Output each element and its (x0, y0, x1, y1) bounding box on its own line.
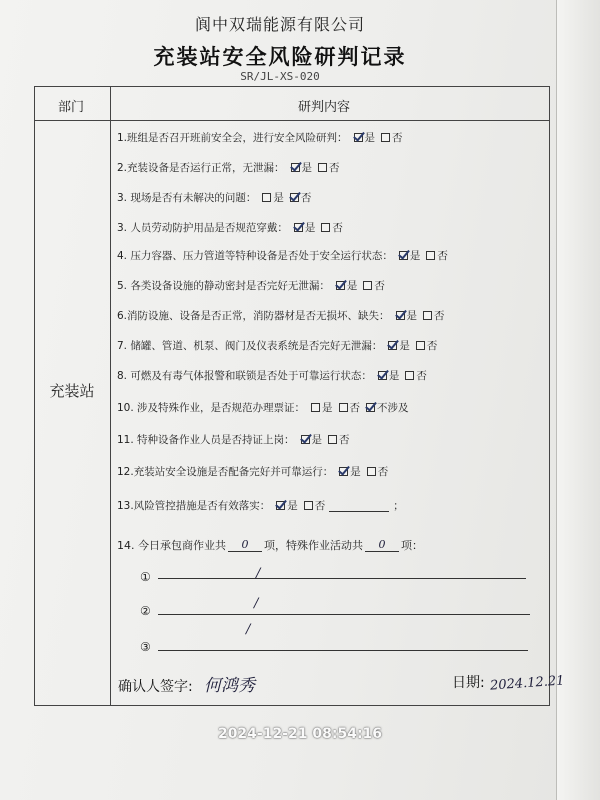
checkbox-label: 是 (287, 500, 298, 512)
unchecked-box-icon[interactable] (363, 281, 372, 290)
checkbox-option[interactable] (354, 130, 376, 145)
checkbox-label: 是 (322, 402, 333, 414)
checked-box-icon[interactable] (276, 501, 285, 510)
checkbox-option[interactable] (426, 248, 448, 263)
checklist-item (117, 432, 350, 447)
checkbox-option[interactable] (405, 368, 427, 383)
checklist-item-text: 8. 可燃及有毒气体报警和联锁是否处于可靠运行状态： (117, 370, 372, 382)
unchecked-box-icon[interactable] (367, 467, 376, 476)
unchecked-box-icon[interactable] (381, 133, 390, 142)
checked-box-icon[interactable] (388, 341, 397, 350)
checkbox-label: 是 (304, 222, 316, 234)
checked-box-icon[interactable] (399, 251, 408, 260)
checked-box-icon[interactable] (378, 371, 387, 380)
checkbox-option[interactable] (367, 464, 389, 479)
checkbox-option[interactable] (339, 400, 361, 415)
checked-box-icon[interactable] (336, 281, 345, 290)
checkbox-option[interactable] (328, 432, 350, 447)
checklist-item-text: 3. 现场是否有未解决的问题： (117, 192, 257, 204)
checkbox-option[interactable] (301, 432, 323, 447)
checkbox-option[interactable] (311, 400, 333, 415)
checkbox-option[interactable] (339, 464, 361, 479)
unchecked-box-icon[interactable] (405, 371, 414, 380)
item-14-middle: 项，特殊作业活动共 (264, 539, 363, 552)
checkbox-option[interactable] (290, 190, 312, 205)
checked-box-icon[interactable] (366, 403, 375, 412)
unchecked-box-icon[interactable] (423, 311, 432, 320)
document-title: 充装站安全风险研判记录 (153, 45, 407, 69)
checked-box-icon[interactable] (339, 467, 348, 476)
checklist-item (117, 338, 437, 353)
checkbox-label: 否 (300, 192, 312, 204)
checkbox-label: 否 (392, 132, 403, 144)
checkbox-option[interactable] (363, 278, 385, 293)
blank-field[interactable] (329, 499, 389, 512)
checkbox-option[interactable] (378, 368, 400, 383)
checkbox-label: 否 (434, 310, 445, 322)
checkbox-option[interactable] (321, 220, 343, 235)
checklist-item-text: 1.班组是否召开班前安全会，进行安全风险研判： (117, 132, 348, 144)
department-cell: 充装站 (49, 382, 95, 400)
checklist-item (117, 278, 385, 293)
checklist-item-text: 2.充装设备是否运行正常，无泄漏： (117, 162, 285, 174)
checkbox-option[interactable] (336, 278, 358, 293)
checkbox-label: 否 (349, 402, 361, 414)
checkbox-label: 否 (374, 280, 385, 292)
work-line-rule-2 (158, 614, 530, 615)
unchecked-box-icon[interactable] (416, 341, 425, 350)
photo-timestamp: 2024-12-21 08:54:16 (217, 726, 383, 742)
checkbox-option[interactable] (291, 160, 313, 175)
checklist-item-text: 10. 涉及特殊作业，是否规范办理票证： (117, 402, 306, 414)
unchecked-box-icon[interactable] (318, 163, 327, 172)
checked-box-icon[interactable] (301, 435, 310, 444)
checkbox-label: 是 (273, 192, 284, 204)
unchecked-box-icon[interactable] (321, 223, 330, 232)
signature[interactable]: 何鸿秀 (204, 676, 255, 696)
item-14-prefix: 14. 今日承包商作业共 (117, 539, 226, 552)
checklist-item (117, 190, 311, 205)
item-suffix: ； (393, 500, 404, 512)
checkbox-label: 是 (388, 370, 400, 382)
checked-box-icon[interactable] (290, 193, 299, 202)
checkbox-label: 否 (314, 500, 326, 512)
item-14-suffix: 项： (401, 539, 423, 552)
checkbox-option[interactable] (276, 498, 298, 513)
checkbox-label: 是 (350, 466, 361, 478)
contractor-count-field[interactable]: 0 (228, 538, 262, 552)
column-header-content: 研判内容 (298, 100, 351, 115)
checklist-item-text: 13.风险管控措施是否有效落实： (117, 500, 271, 512)
unchecked-box-icon[interactable] (304, 501, 313, 510)
checklist-item (117, 368, 427, 383)
unchecked-box-icon[interactable] (328, 435, 337, 444)
checklist-item-text: 11. 特种设备作业人员是否持证上岗： (117, 434, 295, 446)
checklist-item (117, 400, 409, 415)
work-line-rule-3 (158, 650, 528, 651)
checklist-item-text: 7. 储罐、管道、机泵、阀门及仪表系统是否完好无泄漏： (117, 340, 383, 352)
checklist-item (117, 464, 388, 479)
checklist-item-text: 3. 人员劳动防护用品是否规范穿戴： (117, 222, 288, 234)
unchecked-box-icon[interactable] (426, 251, 435, 260)
checkbox-option[interactable] (381, 130, 403, 145)
checkbox-label: 否 (437, 250, 448, 262)
checkbox-option[interactable] (262, 190, 284, 205)
checkbox-label: 是 (364, 132, 376, 144)
checkbox-option[interactable] (416, 338, 438, 353)
checklist-item (117, 220, 343, 235)
checkbox-label: 否 (332, 222, 343, 234)
checkbox-label: 是 (346, 280, 358, 292)
checklist-item (117, 308, 445, 323)
unchecked-box-icon[interactable] (262, 193, 271, 202)
checked-box-icon[interactable] (354, 133, 363, 142)
date-label: 日期: (452, 675, 485, 691)
checkbox-option[interactable] (399, 248, 421, 263)
checklist-item (117, 498, 404, 513)
signer-label: 确认人签字: (118, 679, 193, 695)
checklist-item (117, 160, 340, 175)
checklist-item-text: 4. 压力容器、压力管道等特种设备是否处于安全运行状态： (117, 250, 393, 262)
work-line-marker-1: ① (140, 570, 151, 584)
checkbox-option[interactable] (388, 338, 410, 353)
work-line-marker-3: ③ (140, 640, 151, 654)
work-line-value-2[interactable]: / (254, 596, 259, 611)
checkbox-label: 否 (416, 370, 427, 382)
checkbox-option[interactable] (423, 308, 445, 323)
checkbox-option[interactable] (294, 220, 316, 235)
table-header-divider (34, 120, 550, 121)
checklist-item (117, 130, 403, 145)
special-count-field[interactable]: 0 (365, 538, 399, 552)
checkbox-label: 否 (329, 162, 340, 174)
company-name: 阆中双瑞能源有限公司 (194, 15, 365, 34)
checkbox-label: 是 (406, 310, 418, 322)
document-code: SR/JL-XS-020 (240, 70, 320, 83)
checkbox-label: 不涉及 (377, 402, 409, 414)
work-line-rule-1 (158, 578, 526, 579)
work-line-value-3[interactable]: / (246, 622, 251, 637)
checkbox-label: 否 (339, 434, 350, 446)
checkbox-label: 是 (311, 434, 323, 446)
checkbox-option[interactable] (318, 160, 340, 175)
checklist-item-text: 5. 各类设备设施的静动密封是否完好无泄漏： (117, 280, 330, 292)
unchecked-box-icon[interactable] (339, 403, 348, 412)
checkbox-option[interactable] (366, 400, 409, 415)
date-value[interactable]: 2024.12.21 (489, 673, 565, 694)
checkbox-label: 否 (377, 466, 389, 478)
checkbox-option[interactable] (304, 498, 326, 513)
item-14 (117, 537, 423, 553)
checklist-item-text: 12.充装站安全设施是否配备完好并可靠运行： (117, 466, 334, 478)
work-line-marker-2: ② (140, 604, 151, 618)
checked-box-icon[interactable] (294, 223, 303, 232)
checklist-item (117, 248, 448, 263)
checkbox-label: 是 (301, 162, 313, 174)
checked-box-icon[interactable] (396, 311, 405, 320)
checkbox-option[interactable] (396, 308, 418, 323)
checklist-item-text: 6.消防设施、设备是否正常，消防器材是否无损坏、缺失： (117, 310, 390, 322)
work-line-value-1[interactable]: / (256, 566, 261, 581)
unchecked-box-icon[interactable] (311, 403, 320, 412)
checked-box-icon[interactable] (291, 163, 300, 172)
table-column-divider (110, 86, 111, 706)
checkbox-label: 是 (399, 340, 410, 352)
column-header-dept: 部门 (58, 100, 85, 115)
checkbox-label: 是 (409, 250, 421, 262)
record-table (34, 86, 550, 706)
checkbox-label: 否 (426, 340, 438, 352)
